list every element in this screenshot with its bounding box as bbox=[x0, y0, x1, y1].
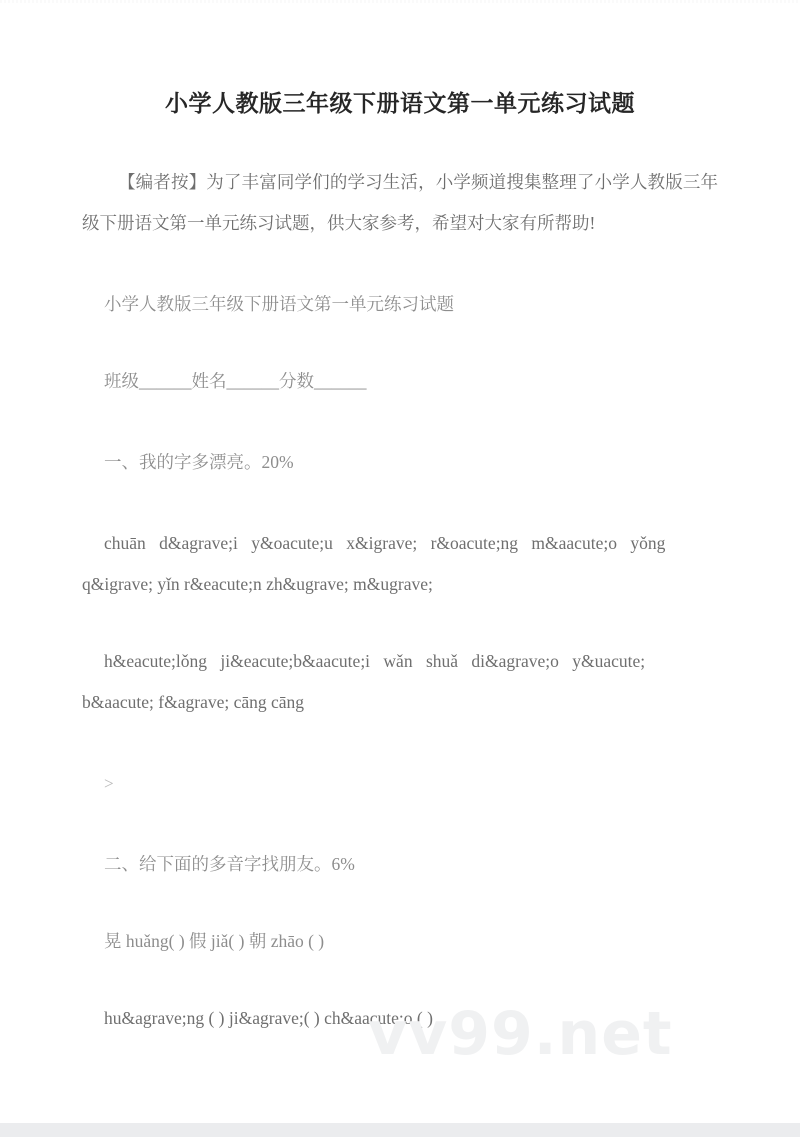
section-heading-2: 二、给下面的多音字找朋友。6% bbox=[104, 854, 355, 875]
site-watermark: vv99.net bbox=[368, 999, 673, 1069]
section-heading-1: 一、我的字多漂亮。20% bbox=[104, 452, 294, 473]
pinyin-line-1a: chuān d&agrave;i y&oacute;u x&igrave; r&oacute;ng m&aacute;o yǒng bbox=[104, 533, 666, 554]
page-title: 小学人教版三年级下册语文第一单元练习试题 bbox=[165, 91, 635, 116]
stray-markup-artifact: > bbox=[104, 774, 114, 794]
student-info-line: 班级______姓名______分数______ bbox=[104, 371, 367, 392]
pinyin-line-2b: b&aacute; f&agrave; cāng cāng bbox=[82, 692, 305, 713]
polyphone-line-2: hu&agrave;ng ( ) ji&agrave;( ) ch&aacute;o ( ) bbox=[104, 1008, 433, 1029]
pinyin-line-1b: q&igrave; yǐn r&eacute;n zh&ugrave; m&ugrave; bbox=[82, 574, 433, 595]
scan-artifact-bottom bbox=[0, 1123, 800, 1137]
document-subtitle: 小学人教版三年级下册语文第一单元练习试题 bbox=[104, 294, 454, 315]
editor-note-paragraph: 【编者按】为了丰富同学们的学习生活，小学频道搜集整理了小学人教版三年级下册语文第一单元练习试题，供大家参考，希望对大家有所帮助! bbox=[82, 172, 718, 234]
pinyin-line-2a: h&eacute;lǒng ji&eacute;b&aacute;i wǎn shuǎ di&agrave;o y&uacute; bbox=[104, 651, 646, 672]
polyphone-line-1: 晃 huǎng( ) 假 jiǎ( ) 朝 zhāo ( ) bbox=[104, 931, 325, 952]
